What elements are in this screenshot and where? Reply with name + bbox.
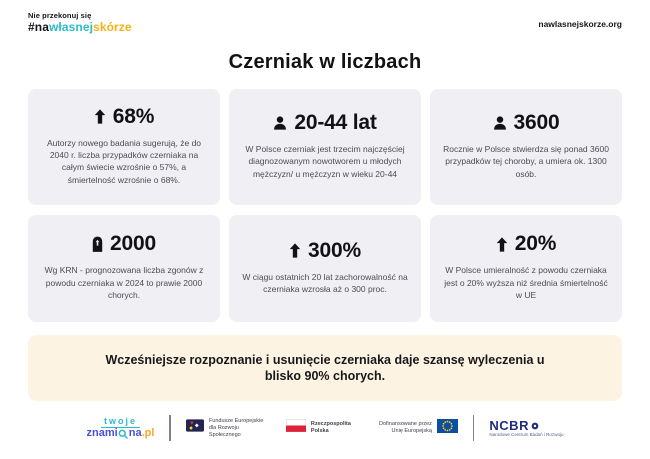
stat-value-row (92, 232, 156, 256)
eu-funding-logo (374, 419, 458, 438)
brand-tagline: Nie przekonuj się (28, 11, 92, 20)
stat-value: 20-44 lat (294, 110, 377, 134)
stats-grid (28, 89, 622, 322)
eu-flag-icon (437, 419, 458, 438)
site-url-link[interactable]: nawlasnejskorze.org (538, 19, 622, 29)
arrow-up-icon (94, 109, 106, 124)
stat-card-3600 (430, 89, 622, 205)
arrow-up-icon (496, 237, 508, 252)
twoje-znamiona-bottom-label: znami na .pl (86, 427, 155, 440)
header (28, 0, 622, 34)
brand-hashtag: #nawłasnejskórze (28, 19, 132, 34)
stat-value: 300% (308, 238, 361, 262)
stat-description: Autorzy nowego badania sugerują, że do 2040 r. liczba przypadków czerniaka na całym świecie wzrośnie o 57%, a śmiertelność wzrośnie o 68%. (46, 137, 202, 185)
stat-card-300 (229, 215, 421, 322)
footer-divider (473, 415, 475, 441)
stat-card-age (229, 89, 421, 205)
rzeczpospolita-polska-logo (286, 419, 359, 437)
stat-value: 68% (112, 104, 155, 128)
stat-value: 20% (514, 232, 557, 256)
stat-value-row (94, 105, 154, 129)
polish-flag-icon (286, 419, 306, 437)
fundusze-europejskie-logo (186, 418, 271, 439)
highlight-text: Wcześniejsze rozpoznanie i usunięcie czerniaka daje szansę wyleczenia u blisko 90% chorych. (105, 352, 545, 384)
stat-value: 2000 (110, 232, 156, 256)
stat-card-2000 (28, 215, 220, 322)
fundusze-label: Fundusze Europejskie dla Rozwoju Społecznego (208, 417, 264, 438)
stat-value: 3600 (513, 110, 560, 134)
ncbr-subtitle: Narodowe Centrum Badań i Rozwoju (489, 432, 564, 438)
stat-value-row (496, 232, 556, 256)
arrow-up-icon (289, 243, 301, 258)
ncbr-wordmark: NCBR (489, 419, 539, 432)
stat-description: W Polsce czerniak jest trzecim najczęściej diagnozowanym nowotworem u młodych mężczyzn/ u mężczyzn w wieku 20-44 (245, 143, 405, 179)
stat-description: W Polsce umieralność z powodu czerniaka jest o 20% wyższa niż średnia śmiertelność w UE (444, 265, 608, 301)
rp-label: Rzeczpospolita Polska (310, 421, 351, 435)
footer-divider (169, 415, 171, 441)
person-icon (273, 116, 287, 130)
brand-logo (28, 12, 132, 34)
twoje-znamiona-top-label: twoje (101, 417, 140, 428)
fundusze-flag-icon (186, 419, 204, 437)
stat-description: Wg KRN - prognozowana liczba zgonów z powodu czerniaka w 2024 to prawie 2000 chorych. (44, 265, 204, 301)
stat-card-20 (430, 215, 622, 322)
tombstone-icon (92, 236, 103, 252)
ncbr-logo (489, 419, 563, 438)
stat-value-row (493, 111, 560, 135)
stat-description: Rocznie w Polsce stwierdza się ponad 3600 przypadków tej choroby, a umiera ok. 1300 osób. (443, 143, 609, 179)
twoje-znamiona-logo (87, 417, 155, 440)
ncbr-dot-icon (531, 419, 539, 432)
person-icon (493, 116, 507, 130)
eu-label: Dofinansowane przez Unię Europejską (379, 421, 432, 435)
highlight-banner (28, 335, 622, 401)
footer-logos (28, 415, 622, 441)
stat-value-row (273, 111, 376, 135)
page-title: Czerniak w liczbach (228, 51, 422, 74)
stat-value-row (289, 239, 361, 263)
stat-description: W ciągu ostatnich 20 lat zachorowalność na czerniaka wzrosła aż o 300 proc. (242, 271, 408, 294)
stat-card-68 (28, 89, 220, 205)
magnifier-icon (118, 429, 128, 439)
